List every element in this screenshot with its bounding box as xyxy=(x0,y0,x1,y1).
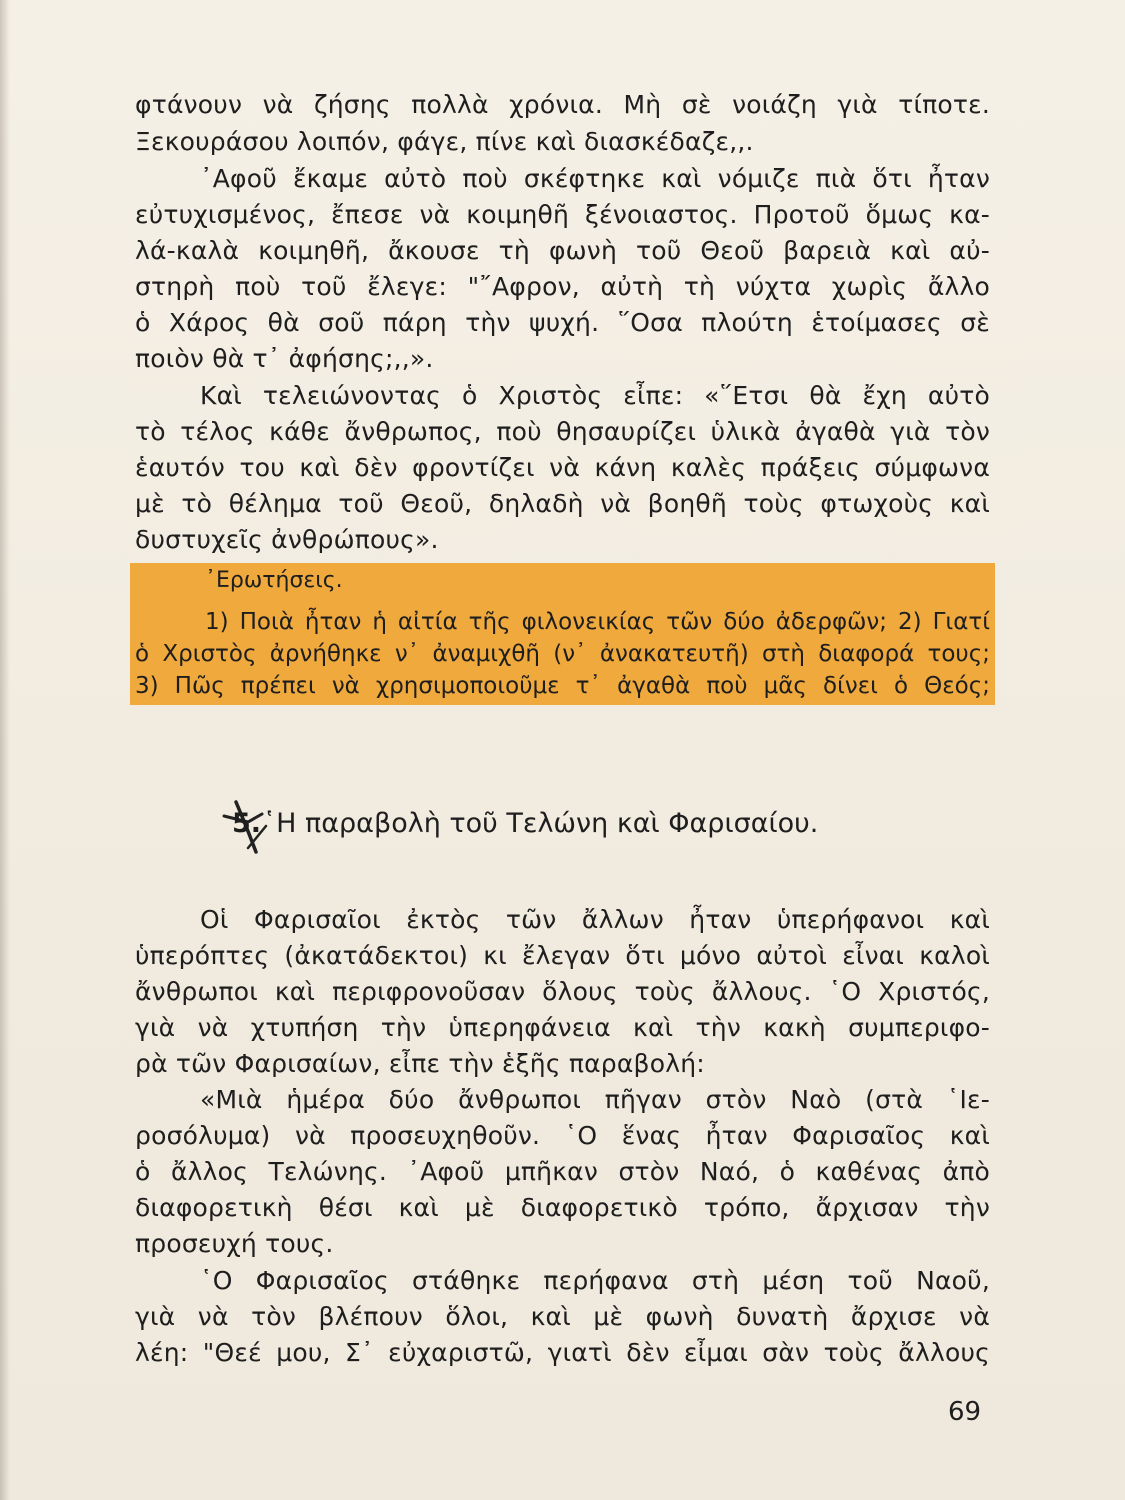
text-line: προσευχή τους. xyxy=(135,1229,334,1258)
text-line: ρὰ τῶν Φαρισαίων, εἶπε τὴν ἑξῆς παραβολή: xyxy=(135,1049,705,1078)
text-line: «Μιὰ ἡμέρα δύο ἄνθρωποι πῆγαν στὸν Ναὸ (στὰ ῾Ιε- xyxy=(200,1085,990,1114)
page-binding-shadow xyxy=(0,0,10,1500)
text-line: ἄνθρωποι καὶ περιφρονοῦσαν ὅλους τοὺς ἄλλους. ῾Ο Χριστός, xyxy=(135,977,990,1006)
text-line: ποιὸν θὰ τ᾿ ἀφήσης;,,». xyxy=(135,344,434,373)
text-line: ἑαυτόν του καὶ δὲν φροντίζει νὰ κάνη καλὲς πράξεις σύμφωνα xyxy=(135,453,990,482)
text-line: δυστυχεῖς ἀνθρώπους». xyxy=(135,525,439,554)
text-line: ροσόλυμα) νὰ προσευχηθοῦν. ῾Ο ἕνας ἦταν Φαρισαῖος καὶ xyxy=(135,1121,990,1150)
text-line: ῾Ο Φαρισαῖος στάθηκε περήφανα στὴ μέση τοῦ Ναοῦ, xyxy=(200,1266,990,1295)
text-line: τὸ τέλος κάθε ἄνθρωπος, ποὺ θησαυρίζει ὑλικὰ ἀγαθὰ γιὰ τὸν xyxy=(135,417,990,446)
text-line: γιὰ νὰ τὸν βλέπουν ὅλοι, καὶ μὲ φωνὴ δυνατὴ ἄρχισε νὰ xyxy=(135,1302,990,1331)
text-line: ὁ Χάρος θὰ σοῦ πάρη τὴν ψυχή. ῞Οσα πλούτη ἑτοίμασες σὲ xyxy=(135,308,990,337)
text-line: εὐτυχισμένος, ἔπεσε νὰ κοιμηθῆ ξένοιαστος. Προτοῦ ὅμως κα- xyxy=(135,200,990,229)
text-line: ᾿Αφοῦ ἔκαμε αὐτὸ ποὺ σκέφτηκε καὶ νόμιζε πιὰ ὅτι ἦταν xyxy=(200,164,990,193)
text-line: ὁ ἄλλος Τελώνης. ᾿Αφοῦ μπῆκαν στὸν Ναό, ὁ καθένας ἀπὸ xyxy=(135,1157,990,1186)
text-line: στηρὴ ποὺ τοῦ ἔλεγε: "῎Αφρον, αὐτὴ τὴ νύχτα χωρὶς ἄλλο xyxy=(135,272,990,301)
questions-title: ᾿Ερωτήσεις. xyxy=(205,568,343,593)
text-line: Ξεκουράσου λοιπόν, φάγε, πίνε καὶ διασκέδαζε,,. xyxy=(135,127,754,156)
text-line: φτάνουν νὰ ζήσης πολλὰ χρόνια. Μὴ σὲ νοιάζη γιὰ τίποτε. xyxy=(135,90,990,119)
text-line: Καὶ τελειώνοντας ὁ Χριστὸς εἶπε: «῞Ετσι θὰ ἔχη αὐτὸ xyxy=(200,381,990,410)
question-line: 3) Πῶς πρέπει νὰ χρησιμοποιοῦμε τ᾿ ἀγαθὰ ποὺ μᾶς δίνει ὁ Θεός; xyxy=(135,673,990,699)
section-title: ῾Η παραβολὴ τοῦ Τελώνη καὶ Φαρισαίου. xyxy=(262,808,819,839)
text-line: λά-καλὰ κοιμηθῆ, ἄκουσε τὴ φωνὴ τοῦ Θεοῦ βαρειὰ καὶ αὐ- xyxy=(135,236,990,265)
text-line: μὲ τὸ θέλημα τοῦ Θεοῦ, δηλαδὴ νὰ βοηθῆ τοὺς φτωχοὺς καὶ xyxy=(135,489,990,518)
section-number: 5. xyxy=(232,808,262,839)
question-line: 1) Ποιὰ ἦταν ἡ αἰτία τῆς φιλονεικίας τῶν δύο ἀδερφῶν; 2) Γιατί xyxy=(205,609,990,635)
text-line: λέη: "Θεέ μου, Σ᾿ εὐχαριστῶ, γιατὶ δὲν εἶμαι σὰν τοὺς ἄλλους xyxy=(135,1338,990,1367)
page-number: 69 xyxy=(948,1397,982,1427)
section-heading xyxy=(232,802,818,846)
text-line: Οἱ Φαρισαῖοι ἐκτὸς τῶν ἄλλων ἦταν ὑπερήφανοι καὶ xyxy=(200,905,990,934)
text-line: γιὰ νὰ χτυπήση τὴν ὑπερηφάνεια καὶ τὴν κακὴ συμπεριφο- xyxy=(135,1013,990,1042)
text-line: ὑπερόπτες (ἀκατάδεκτοι) κι ἔλεγαν ὅτι μόνο αὐτοὶ εἶναι καλοὶ xyxy=(135,941,990,970)
text-line: διαφορετικὴ θέσι καὶ μὲ διαφορετικὸ τρόπο, ἄρχισαν τὴν xyxy=(135,1193,990,1222)
question-line: ὁ Χριστὸς ἀρνήθηκε ν᾿ ἀναμιχθῆ (ν᾿ ἀνακατευτῆ) στὴ διαφορά τους; xyxy=(135,641,990,667)
